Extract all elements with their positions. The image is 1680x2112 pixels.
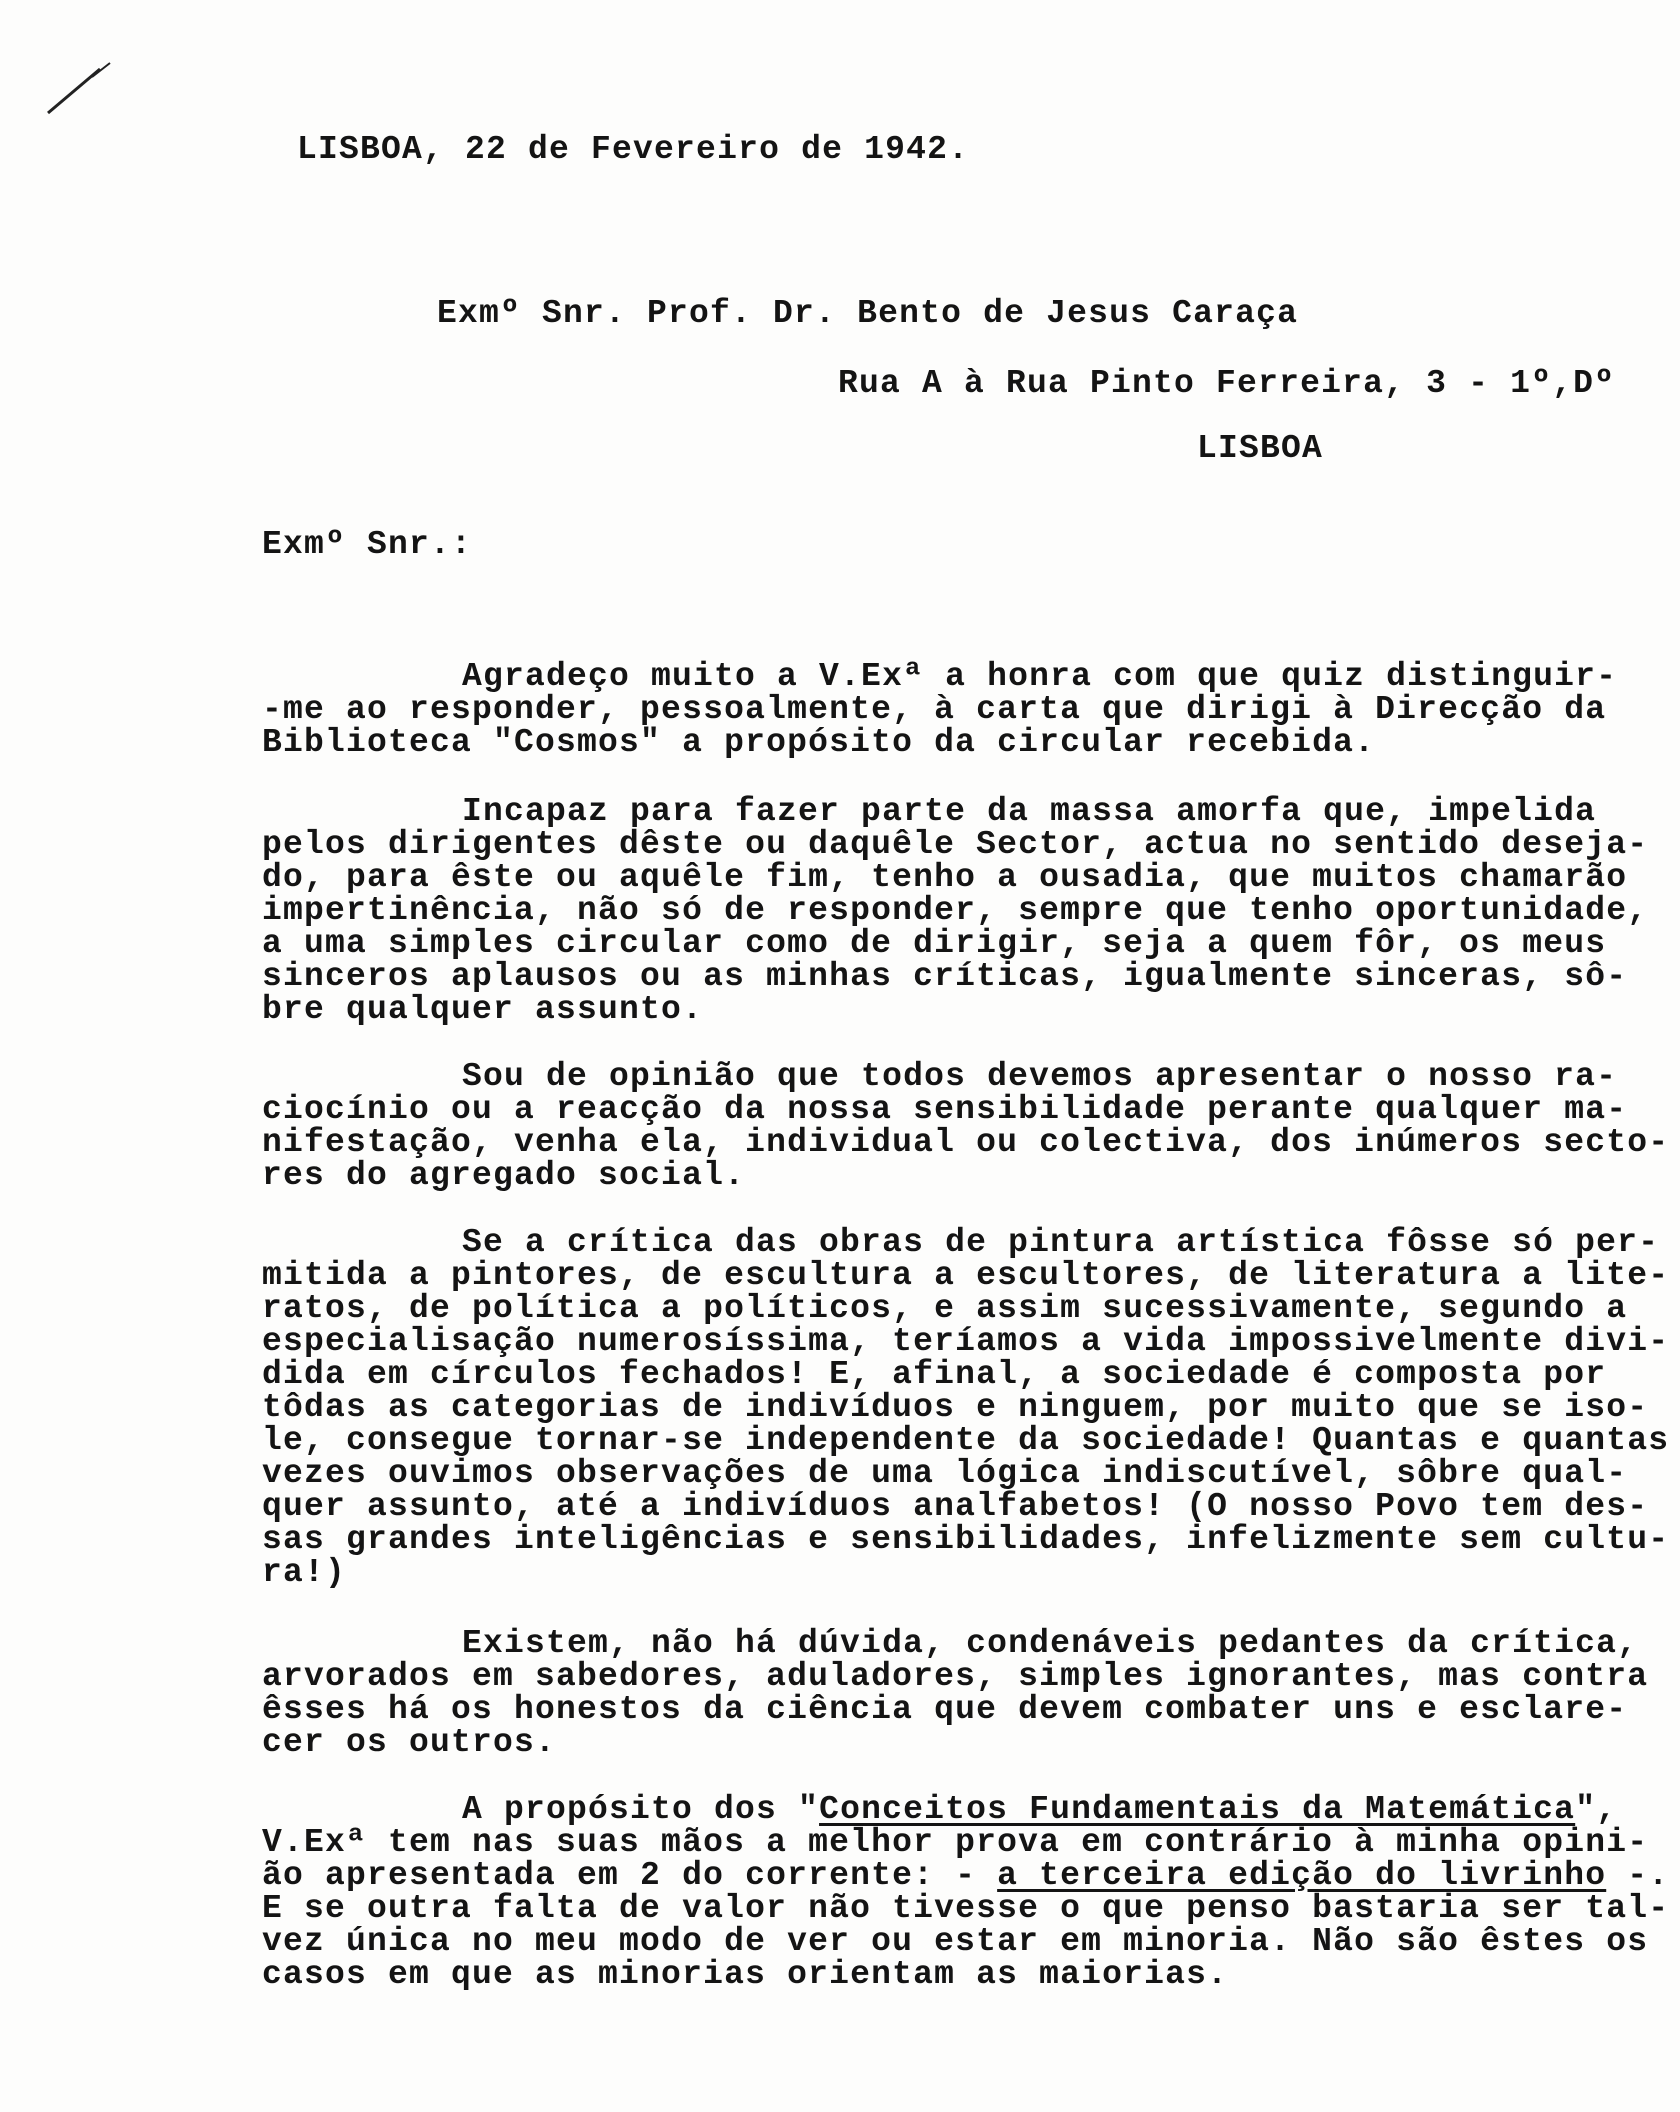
paragraph-6-line [262,1859,1669,1892]
paragraph-6-line: vez única no meu modo de ver ou estar em minoria. Não são êstes os [262,1923,1649,1960]
text: A propósito dos " [462,1791,820,1828]
paragraph-4-line: mitida a pintores, de escultura a escultores, de literatura a lite- [262,1257,1670,1294]
paragraph-4-line: le, consegue tornar-se independente da sociedade! Quantas e quantas [262,1422,1670,1459]
paragraph-5-line: arvorados em sabedores, aduladores, simples ignorantes, mas contra [262,1658,1649,1695]
paragraph-2-line: impertinência, não só de responder, sempre que tenho oportunidade, [262,892,1649,929]
book-title-underlined: Conceitos Fundamentais da Matemática [819,1791,1576,1828]
paragraph-5-line: êsses há os honestos da ciência que devem combater uns e esclare- [262,1691,1628,1728]
letter-date: LISBOA, 22 de Fevereiro de 1942. [297,131,970,168]
paragraph-6-line [462,1793,1617,1826]
paragraph-1-line: -me ao responder, pessoalmente, à carta que dirigi à Direcção da [262,691,1607,728]
paragraph-2-line: sinceros aplausos ou as minhas críticas, igualmente sinceras, sô- [262,958,1628,995]
text: ", [1575,1791,1618,1828]
paragraph-4-line: especialisação numerosíssima, teríamos a vida impossivelmente divi- [262,1323,1670,1360]
paragraph-4-line: sas grandes inteligências e sensibilidades, infelizmente sem cultu- [262,1521,1670,1558]
paragraph-1-line: Biblioteca "Cosmos" a propósito da circular recebida. [262,724,1376,761]
recipient-street: Rua A à Rua Pinto Ferreira, 3 - 1º,Dº [838,365,1616,402]
text: -. [1606,1857,1670,1894]
paragraph-6-line: V.Exª tem nas suas mãos a melhor prova em contrário à minha opini- [262,1824,1649,1861]
text: ão apresentada em 2 do corrente: - [262,1857,998,1894]
paragraph-4-line: Se a crítica das obras de pintura artística fôsse só per- [462,1224,1660,1261]
paragraph-6-line: casos em que as minorias orientam as maiorias. [262,1956,1229,1993]
paragraph-3-line: ciocínio ou a reacção da nossa sensibilidade perante qualquer ma- [262,1091,1628,1128]
paragraph-4-line: dida em círculos fechados! E, afinal, a sociedade é composta por [262,1356,1607,1393]
ink-mark-icon [40,55,120,125]
paragraph-2-line: bre qualquer assunto. [262,991,704,1028]
paragraph-3-line: nifestação, venha ela, individual ou colectiva, dos inúmeros secto- [262,1124,1670,1161]
paragraph-2-line: a uma simples circular como de dirigir, seja a quem fôr, os meus [262,925,1607,962]
paragraph-4-line: tôdas as categorias de indivíduos e ninguem, por muito que se iso- [262,1389,1649,1426]
recipient-name: Exmº Snr. Prof. Dr. Bento de Jesus Caraça [437,295,1299,332]
paragraph-2-line: pelos dirigentes dêste ou daquêle Sector, actua no sentido deseja- [262,826,1649,863]
edition-underlined: a terceira edição do livrinho [997,1857,1607,1894]
paragraph-4-line: ra!) [262,1554,347,1591]
paragraph-4-line: ratos, de política a políticos, e assim sucessivamente, segundo a [262,1290,1628,1327]
paragraph-3-line: Sou de opinião que todos devemos apresentar o nosso ra- [462,1058,1618,1095]
paragraph-2-line: do, para êste ou aquêle fim, tenho a ousadia, que muitos chamarão [262,859,1628,896]
paragraph-2-line: Incapaz para fazer parte da massa amorfa que, impelida [462,793,1597,830]
paragraph-3-line: res do agregado social. [262,1157,746,1194]
salutation: Exmº Snr.: [262,526,473,563]
paragraph-5-line: cer os outros. [262,1724,557,1761]
recipient-city: LISBOA [1197,430,1324,467]
paragraph-6-line: E se outra falta de valor não tivesse o que penso bastaria ser tal- [262,1890,1670,1927]
paragraph-1-line: Agradeço muito a V.Exª a honra com que quiz distinguir- [462,658,1618,695]
paragraph-5-line: Existem, não há dúvida, condenáveis pedantes da crítica, [462,1625,1639,1662]
paragraph-4-line: vezes ouvimos observações de uma lógica indiscutível, sôbre qual- [262,1455,1628,1492]
paragraph-4-line: quer assunto, até a indivíduos analfabetos! (O nosso Povo tem des- [262,1488,1649,1525]
